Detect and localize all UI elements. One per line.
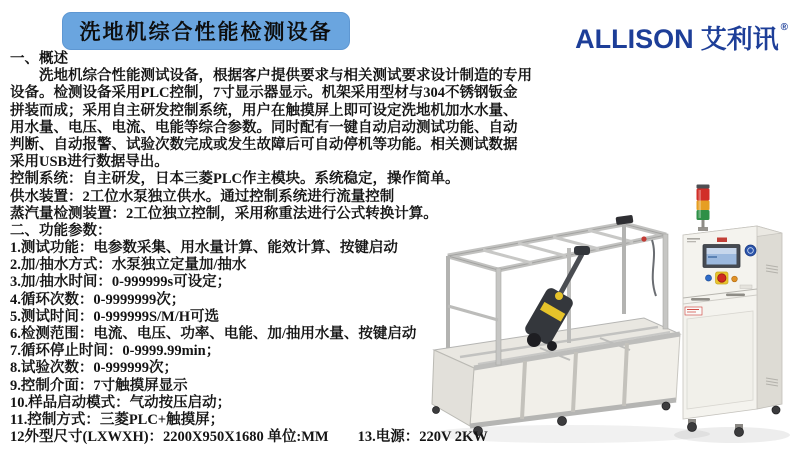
- body-line: 判断、自动报警、试验次数完成或发生故障后可自动停机等功能。相关测试数据: [10, 136, 518, 153]
- title-banner: [62, 12, 350, 50]
- tower-green-light: [697, 210, 710, 220]
- door-handle: [691, 298, 710, 301]
- body-line: 设备。检测设备采用PLC控制，7寸显示器显示。机架采用型材与304不锈钢钣金: [10, 85, 518, 102]
- spec-list-item: 3.加/抽水时间：0-999999s可设定；: [10, 274, 232, 291]
- spec-list-item: 7.循环停止时间：0-9999.99min；: [10, 343, 221, 360]
- tower-red-light: [697, 189, 710, 201]
- spec-list-item: 2.加/抽水方式：水泵独立定量加/抽水: [10, 257, 247, 274]
- spec-text-block: [10, 51, 532, 446]
- body-line: 洗地机综合性能测试设备，根据客户提供要求与相关测试要求设计制造的专用: [10, 68, 532, 85]
- signal-tower-light: [697, 185, 710, 232]
- spec-list-item: 12外型尺寸(LXWXH)：2200X950X1680 单位:MM 13.电源：220V 2KW: [10, 429, 488, 446]
- section-heading: 二、功能参数：: [10, 222, 112, 239]
- spec-list-item: 5.测试时间：0-999999S/M/H可选: [10, 308, 220, 325]
- spec-list-item: 10.样品启动模式：气动按压启动；: [10, 394, 232, 411]
- emergency-stop-button: [718, 274, 726, 282]
- spec-list-item: 8.试验次数：0-999999次；: [10, 360, 178, 377]
- spec-list-item: 1.测试功能：电参数采集、用水量计算、能效计算、按键启动: [10, 240, 398, 257]
- spec-list-item: 4.循环次数：0-9999999次；: [10, 291, 186, 308]
- body-line: 蒸汽量检测装置：2工位独立控制，采用称重法进行公式转换计算。: [10, 205, 438, 222]
- blue-sticker: [745, 245, 756, 256]
- body-line: 采用USB进行数据导出。: [10, 154, 169, 171]
- orange-button: [732, 276, 738, 282]
- warning-label: [685, 307, 702, 315]
- control-cabinet: [683, 185, 782, 437]
- blue-button: [706, 275, 712, 281]
- brand-logo-chinese: 艾利讯: [700, 24, 779, 54]
- lower-door: [687, 311, 753, 409]
- spec-list-item: 6.检测范围：电流、电压、功率、电能、加/抽用水量、按键启动: [10, 326, 417, 342]
- body-line: 用水量、电压、电流、电能等综合参数。同时配有一键自动启动测试功能、自动: [10, 119, 518, 136]
- tower-amber-light: [697, 201, 710, 211]
- registered-trademark-icon: ®: [780, 22, 788, 33]
- body-line: 供水装置：2工位水泵独立供水。通过控制系统进行流量控制: [10, 188, 395, 205]
- red-label: [717, 238, 727, 243]
- page-title: 洗地机综合性能检测设备: [79, 20, 333, 44]
- spec-list-item: 9.控制介面：7寸触摸屏显示: [10, 377, 188, 394]
- brand-logo-latin: ALLISON: [575, 24, 694, 54]
- body-line: 拼装而成；采用自主研发控制系统，用户在触摸屏上即可设定洗地机加水水量、: [10, 102, 518, 119]
- section-heading: 一、概述: [10, 51, 68, 67]
- touchscreen: [703, 245, 740, 268]
- body-line: 控制系统：自主研发，日本三菱PLC作主模块。系统稳定，操作简单。: [10, 171, 460, 188]
- brand-logo: [575, 24, 788, 54]
- door-handle: [726, 294, 745, 297]
- cable: [652, 240, 656, 296]
- spec-list-item: 11.控制方式：三菱PLC+触摸屏；: [10, 411, 225, 428]
